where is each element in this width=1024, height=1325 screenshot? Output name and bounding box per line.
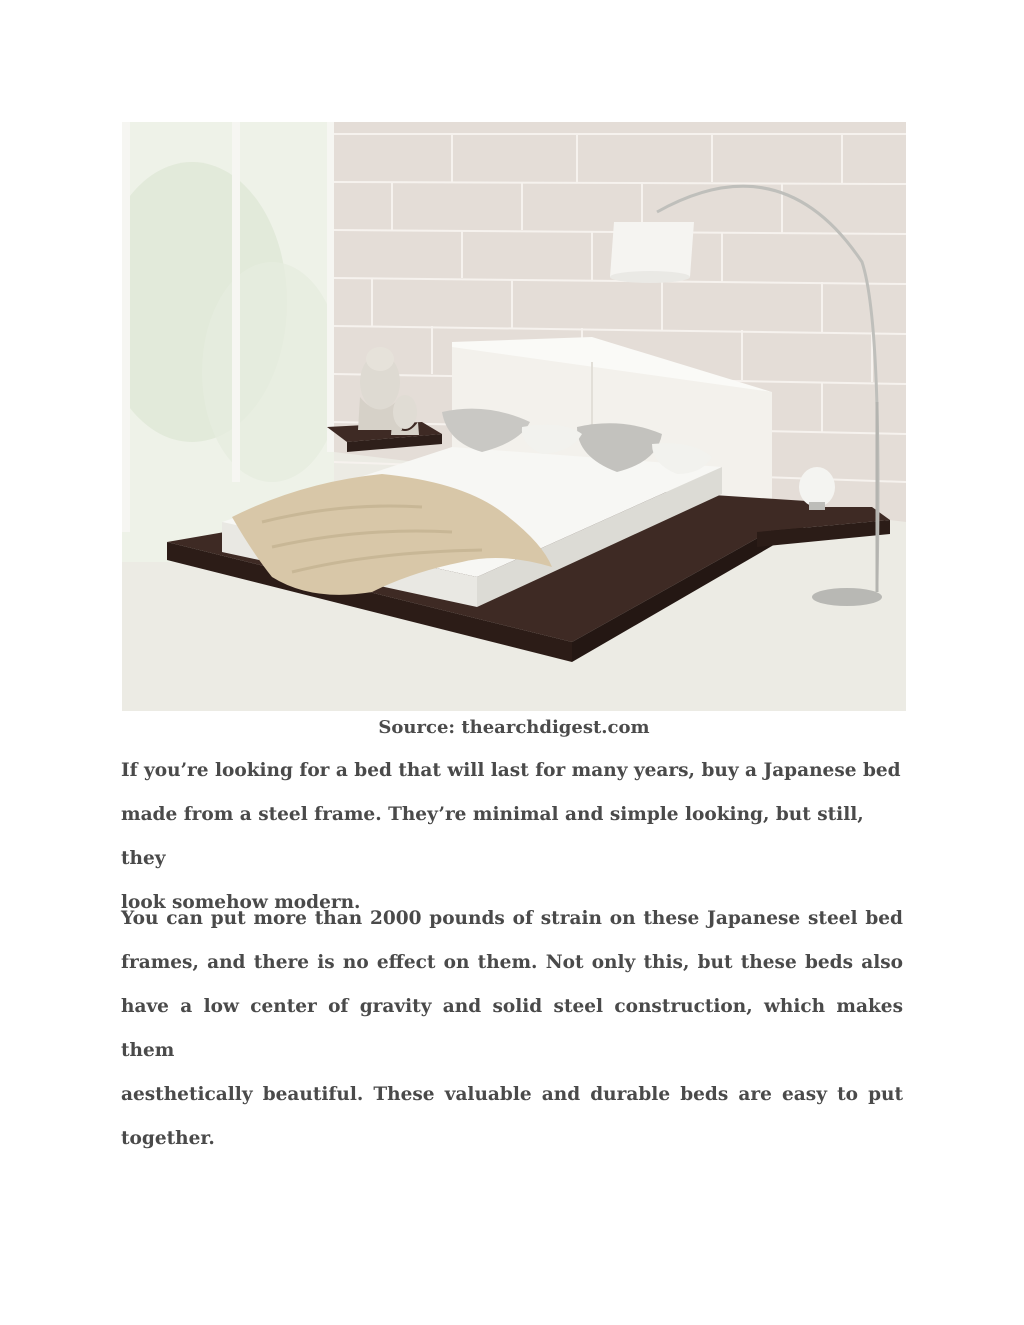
bed-photo bbox=[122, 122, 906, 711]
text-line: have a low center of gravity and solid steel construction, which makes them bbox=[121, 996, 903, 1061]
text-line: You can put more than 2000 pounds of strain on these Japanese steel bed bbox=[121, 908, 903, 929]
text-line: frames, and there is no effect on them. Not only this, but these beds also bbox=[121, 952, 903, 973]
text-line: together. bbox=[121, 1128, 215, 1149]
text-line: made from a steel frame. They’re minimal and simple looking, but still, they bbox=[121, 804, 864, 869]
text-line: aesthetically beautiful. These valuable and durable beds are easy to put bbox=[121, 1084, 903, 1105]
paragraph-strength bbox=[121, 897, 903, 1161]
text-line: look somehow modern. bbox=[121, 892, 361, 913]
image-caption: Source: thearchdigest.com bbox=[378, 717, 650, 738]
text-line: If you’re looking for a bed that will last for many years, buy a Japanese bed bbox=[121, 760, 901, 781]
